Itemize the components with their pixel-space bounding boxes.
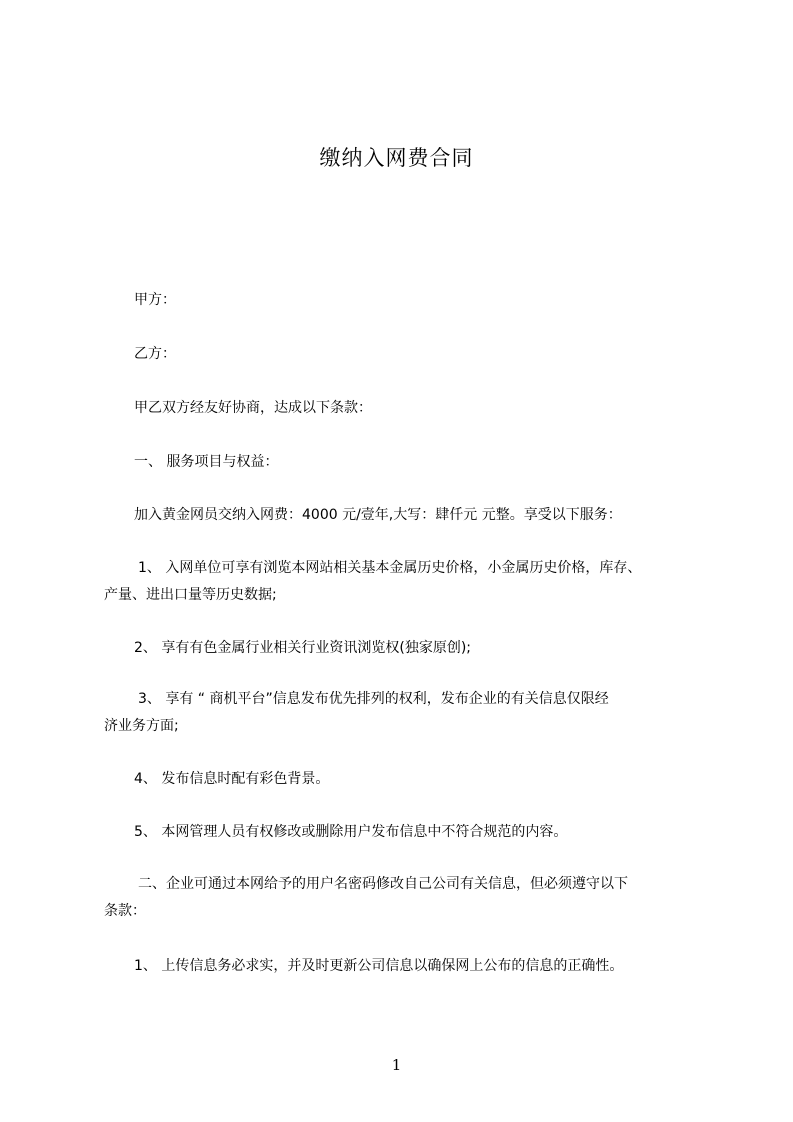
service-item-2: 2、 享有有色金属行业相关行业资讯浏览权(独家原创); xyxy=(134,640,471,656)
service-item-3 xyxy=(104,686,708,740)
page-number: 1 xyxy=(391,1056,402,1074)
service-item-5: 5、 本网管理人员有权修改或删除用户发布信息中不符合规范的内容。 xyxy=(134,824,568,840)
section2-paragraph xyxy=(104,871,708,925)
document-title: 缴纳入网费合同 xyxy=(319,146,474,170)
service-item-3-line1: 3、 享有 “ 商机平台”信息发布优先排列的权利，发布企业的有关信息仅限经 xyxy=(138,691,609,707)
service-item-4: 4、 发布信息时配有彩色背景。 xyxy=(134,771,330,787)
fee-line: 加入黄金网员交纳入网费：4000 元/壹年,大写：肆仟元 元整。享受以下服务： xyxy=(134,507,622,523)
clause-1: 1、 上传信息务必求实，并及时更新公司信息以确保网上公布的信息的正确性。 xyxy=(134,958,624,974)
service-item-3-line2: 济业务方面; xyxy=(104,718,179,734)
party-a-label: 甲方： xyxy=(134,292,176,308)
service-item-1-line1: 1、 入网单位可享有浏览本网站相关基本金属历史价格，小金属历史价格，库存、 xyxy=(138,560,642,576)
service-item-1 xyxy=(104,555,708,609)
section2-line1: 二、企业可通过本网给予的用户名密码修改自己公司有关信息，但必须遵守以下 xyxy=(138,876,628,892)
section1-heading: 一、 服务项目与权益： xyxy=(134,454,279,470)
intro-text: 甲乙双方经友好协商，达成以下条款： xyxy=(134,400,372,416)
service-item-1-line2: 产量、进出口量等历史数据; xyxy=(104,587,277,603)
party-b-label: 乙方： xyxy=(134,346,176,362)
section2-line2: 条款： xyxy=(104,903,146,919)
